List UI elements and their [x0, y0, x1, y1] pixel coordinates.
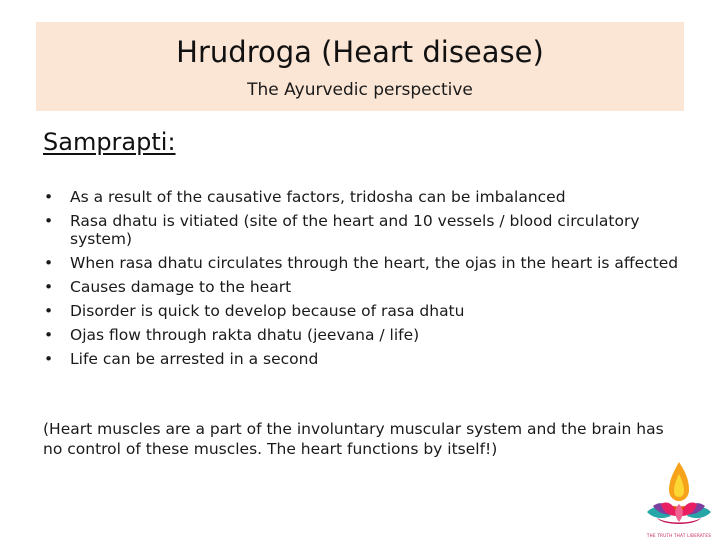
lamp-lotus-logo	[643, 460, 715, 540]
bullet-item: • Disorder is quick to develop because of rasa dhatu	[44, 302, 684, 320]
lamp-lotus-icon	[643, 460, 715, 532]
slide-title: Hrudroga (Heart disease)	[176, 35, 544, 69]
footnote-text: (Heart muscles are a part of the involuntary muscular system and the brain has no control of these muscles. The heart functions by itself!)	[43, 420, 664, 458]
bullet-item: • When rasa dhatu circulates through the heart, the ojas in the heart is affected	[44, 254, 684, 272]
bullet-item: • Causes damage to the heart	[44, 278, 684, 296]
bullet-list	[44, 188, 684, 374]
title-banner	[36, 22, 684, 111]
bullet-item: • Ojas flow through rakta dhatu (jeevana / life)	[44, 326, 684, 344]
bullet-item: • Rasa dhatu is vitiated (site of the heart and 10 vessels / blood circulatory system)	[44, 212, 684, 248]
slide-subtitle: The Ayurvedic perspective	[247, 80, 473, 100]
bullet-item: • As a result of the causative factors, tridosha can be imbalanced	[44, 188, 684, 206]
logo-caption: THE TRUTH THAT LIBERATES	[646, 533, 712, 538]
section-heading: Samprapti:	[43, 128, 176, 156]
bullet-item: • Life can be arrested in a second	[44, 350, 684, 368]
